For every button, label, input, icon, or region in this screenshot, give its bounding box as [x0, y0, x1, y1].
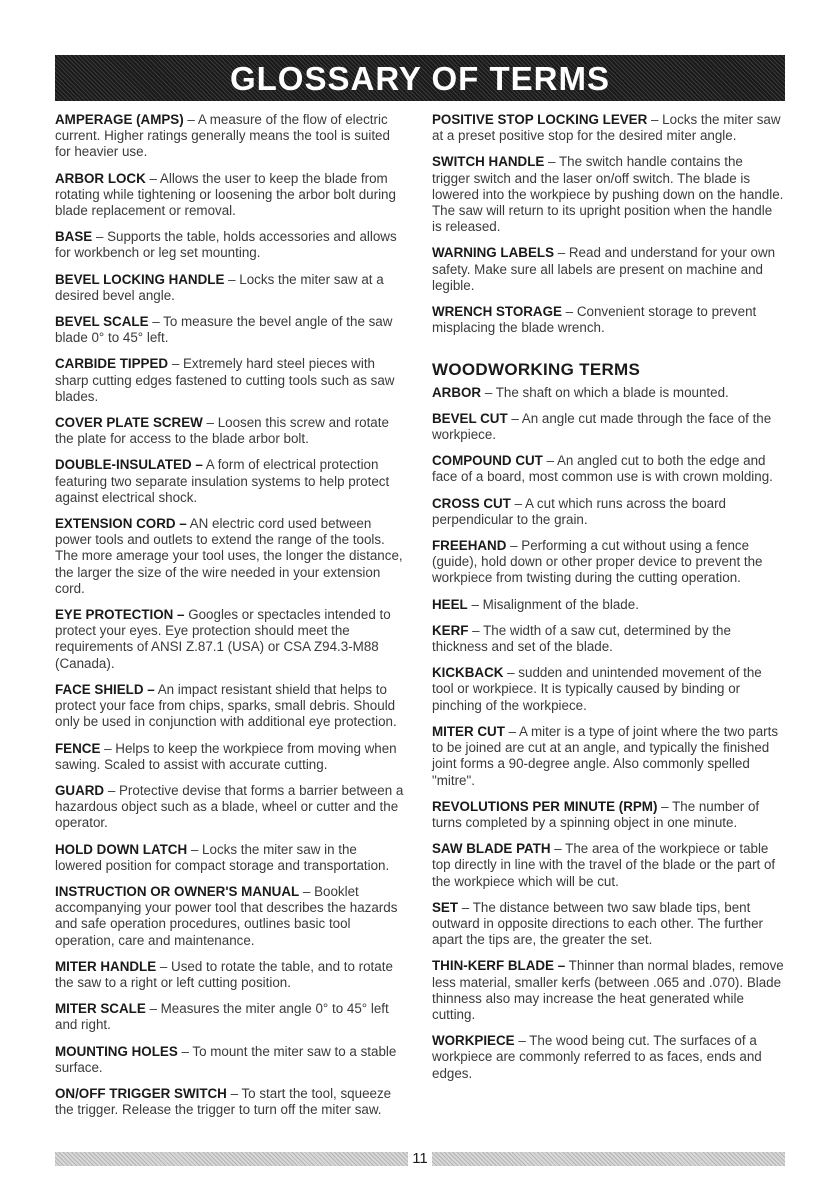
- glossary-definition: – To start the tool, squeeze the trigger. Release the trigger to turn off the miter saw.: [55, 1085, 392, 1118]
- glossary-term: POSITIVE STOP LOCKING LEVER: [432, 112, 648, 127]
- glossary-entry: [432, 496, 784, 528]
- glossary-entry: [55, 356, 407, 405]
- glossary-definition: – Locks the miter saw at a desired bevel angle.: [55, 271, 384, 303]
- glossary-entry: [432, 453, 784, 485]
- glossary-term: SET: [432, 899, 459, 915]
- glossary-definition: – An angled cut to both the edge and face of a board, most common use is with crown molding.: [432, 453, 773, 485]
- glossary-term: ARBOR: [432, 384, 482, 400]
- glossary-definition: Thinner than normal blades, remove less material, smaller kerfs (between .065 and .070). Blade thinness also may increase the heat generated while cutting.: [432, 958, 784, 1022]
- glossary-definition: – The width of a saw cut, determined by the thickness and set of the blade.: [432, 622, 731, 655]
- glossary-definition: – A miter is a type of joint where the two parts to be joined are cut at an angle, and typically the finished joint forms a 90-degree angle. Also commonly spelled "mitre".: [432, 723, 779, 788]
- glossary-definition: – A cut which runs across the board perpendicular to the grain.: [432, 495, 726, 527]
- glossary-term: COVER PLATE SCREW: [55, 415, 203, 431]
- glossary-term: KICKBACK: [432, 665, 504, 681]
- footer-rule-right: [432, 1152, 785, 1166]
- glossary-entry: [432, 112, 784, 144]
- glossary-definition: – Loosen this screw and rotate the plate for access to the blade arbor bolt.: [55, 415, 389, 447]
- glossary-entry: [55, 783, 407, 832]
- glossary-definition: – Convenient storage to prevent misplacing the blade wrench.: [432, 304, 757, 336]
- glossary-entry: [55, 682, 407, 731]
- glossary-definition: – An angle cut made through the face of the workpiece.: [432, 410, 772, 443]
- glossary-term: SAW BLADE PATH: [432, 841, 551, 857]
- glossary-term: SWITCH HANDLE: [432, 154, 545, 170]
- glossary-definition: – Read and understand for your own safety. Make sure all labels are present on machine and legible.: [432, 245, 776, 293]
- woodworking-terms-heading: WOODWORKING TERMS: [432, 360, 641, 380]
- glossary-entry: [55, 229, 407, 261]
- glossary-entry: [432, 385, 784, 401]
- glossary-entry: [55, 272, 407, 304]
- glossary-entry: [432, 245, 784, 294]
- glossary-definition: – Locks the miter saw at a preset positive stop for the desired miter angle.: [432, 112, 781, 144]
- glossary-term: FREEHAND: [432, 538, 507, 554]
- glossary-term: BEVEL SCALE: [55, 314, 149, 330]
- glossary-entry: [432, 1033, 784, 1082]
- page-title: GLOSSARY OF TERMS: [229, 59, 611, 97]
- glossary-definition: – Misalignment of the blade.: [467, 596, 639, 612]
- glossary-entry: [432, 900, 784, 949]
- glossary-definition: – The switch handle contains the trigger switch and the laser on/off switch. The blade is lowered into the workpiece by pushing down on the handle. The saw will return to its upright position when the handle is released.: [432, 154, 784, 235]
- glossary-definition: – The distance between two saw blade tips, bent outward in opposite directions to each other. The further apart the tips are, the greater the set.: [432, 899, 763, 948]
- glossary-definition: – The area of the workpiece or table top directly in line with the travel of the blade or the part of the workpiece which will be cut.: [432, 841, 776, 889]
- glossary-entry: [55, 1086, 407, 1118]
- glossary-entry: [55, 959, 407, 991]
- glossary-term: ON/OFF TRIGGER SWITCH: [55, 1085, 227, 1101]
- glossary-definition: – Supports the table, holds accessories and allows for workbench or leg set mounting.: [55, 229, 397, 261]
- glossary-term: FACE SHIELD –: [55, 681, 155, 697]
- glossary-term: REVOLUTIONS PER MINUTE (RPM): [432, 798, 658, 814]
- glossary-definition: – Extremely hard steel pieces with sharp cutting edges fastened to cutting tools such as saw blades.: [55, 356, 395, 404]
- glossary-banner: [55, 55, 785, 101]
- glossary-term: CROSS CUT: [432, 495, 511, 511]
- glossary-entry: [432, 154, 784, 235]
- glossary-definition: – The wood being cut. The surfaces of a workpiece are commonly referred to as faces, ends and edges.: [432, 1033, 762, 1081]
- glossary-term: KERF: [432, 622, 469, 638]
- glossary-term: WARNING LABELS: [432, 245, 554, 261]
- glossary-definition: – Booklet accompanying your power tool that describes the hazards and safe operation procedures, outlines basic tool operation, care and maintenance.: [55, 883, 398, 948]
- glossary-entry: [432, 411, 784, 443]
- glossary-definition: AN electric cord used between power tools and outlets to extend the range of the tools. The more amerage your tool uses, the longer the distance, the larger the size of the wire needed in your extension cord.: [55, 516, 403, 596]
- glossary-term: FENCE: [55, 740, 101, 756]
- glossary-term: MOUNTING HOLES: [55, 1043, 178, 1059]
- glossary-entry: [55, 516, 407, 597]
- glossary-term: ARBOR LOCK: [55, 170, 146, 186]
- glossary-definition: – sudden and unintended movement of the tool or workpiece. It is typically caused by binding or pinching of the workpiece.: [432, 665, 762, 713]
- glossary-term: WRENCH STORAGE: [432, 304, 562, 320]
- glossary-entry: [55, 1044, 407, 1076]
- glossary-entry: [55, 171, 407, 220]
- glossary-definition: – Used to rotate the table, and to rotate the saw to a right or left cutting position.: [55, 958, 393, 990]
- glossary-definition: – The shaft on which a blade is mounted.: [481, 384, 729, 400]
- glossary-term: MITER SCALE: [55, 1001, 146, 1017]
- glossary-term: BEVEL LOCKING HANDLE: [55, 271, 225, 287]
- glossary-definition: – To mount the miter saw to a stable surface.: [55, 1043, 397, 1075]
- glossary-entry: [55, 457, 407, 506]
- glossary-definition: Googles or spectacles intended to protect your eyes. Eye protection should meet the requirements of ANSI Z.87.1 (USA) or CSA Z94.3-M88 (Canada).: [55, 607, 391, 671]
- glossary-term: DOUBLE-INSULATED –: [55, 457, 203, 473]
- glossary-term: INSTRUCTION OR OWNER'S MANUAL: [55, 883, 300, 899]
- glossary-entry: [55, 842, 407, 874]
- glossary-term: GUARD: [55, 782, 105, 798]
- glossary-definition: – Protective devise that forms a barrier between a hazardous object such as a blade, wheel or cutter and the operator.: [55, 782, 404, 831]
- glossary-term: HOLD DOWN LATCH: [55, 841, 188, 857]
- glossary-term: AMPERAGE (AMPS): [55, 112, 184, 127]
- glossary-entry: [55, 607, 407, 672]
- glossary-definition: – The number of turns completed by a spinning object in one minute.: [432, 798, 760, 830]
- glossary-term: WORKPIECE: [432, 1033, 515, 1049]
- glossary-term: MITER CUT: [432, 723, 505, 739]
- glossary-entry: [432, 958, 784, 1023]
- glossary-definition: – Allows the user to keep the blade from rotating while tightening or loosening the arbor bolt during blade replacement or removal.: [55, 170, 396, 219]
- glossary-term: THIN-KERF BLADE –: [432, 958, 566, 974]
- glossary-term: HEEL: [432, 596, 468, 612]
- glossary-definition: – Performing a cut without using a fence (guide), hold down or other proper device to prevent the workpiece from twisting during the cutting operation.: [432, 538, 763, 586]
- glossary-entry: [55, 1001, 407, 1033]
- glossary-entry: [55, 884, 407, 949]
- glossary-entry: [432, 538, 784, 587]
- glossary-definition: An impact resistant shield that helps to protect your face from chips, sparks, small debris. Should only be used in conjunction with additional eye protection.: [55, 681, 397, 730]
- left-column: [55, 112, 407, 1128]
- glossary-entry: [432, 724, 784, 789]
- glossary-term: EYE PROTECTION –: [55, 607, 185, 623]
- glossary-term: BASE: [55, 229, 93, 245]
- footer-rule-left: [55, 1152, 408, 1166]
- glossary-entry: [55, 314, 407, 346]
- glossary-entry: [55, 415, 407, 447]
- glossary-entry: [55, 112, 407, 161]
- glossary-entry: [432, 304, 784, 336]
- glossary-entry: [432, 665, 784, 714]
- glossary-term: COMPOUND CUT: [432, 453, 543, 469]
- glossary-definition: – Helps to keep the workpiece from moving when sawing. Scaled to assist with accurate cutting.: [55, 740, 397, 772]
- glossary-term: MITER HANDLE: [55, 958, 157, 974]
- glossary-term: EXTENSION CORD –: [55, 516, 187, 532]
- glossary-term: CARBIDE TIPPED: [55, 356, 169, 372]
- glossary-definition: A form of electrical protection featuring two separate insulation systems to help protect against electrical shock.: [55, 457, 390, 505]
- glossary-entry: [432, 799, 784, 831]
- glossary-entry: [432, 841, 784, 890]
- glossary-definition: – Measures the miter angle 0° to 45° left and right.: [55, 1001, 389, 1033]
- glossary-definition: – Locks the miter saw in the lowered position for compact storage and transportation.: [55, 841, 390, 873]
- glossary-entry: [432, 597, 784, 613]
- glossary-definition: – To measure the bevel angle of the saw blade 0° to 45° left.: [55, 314, 393, 346]
- glossary-entry: [432, 623, 784, 655]
- glossary-term: BEVEL CUT: [432, 410, 508, 426]
- glossary-entry: [55, 741, 407, 773]
- glossary-definition: – A measure of the flow of electric current. Higher ratings generally means the tool is suited for heavier use.: [55, 112, 390, 160]
- page-number: 11: [412, 1150, 428, 1167]
- right-column: [432, 112, 784, 1092]
